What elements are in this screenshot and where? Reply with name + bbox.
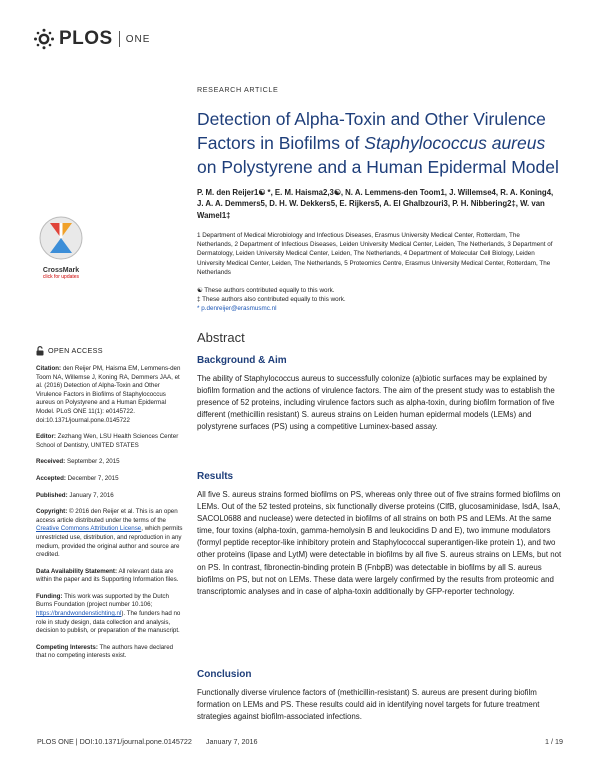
open-access-badge (36, 346, 184, 356)
page-footer (37, 737, 257, 746)
crossmark-badge[interactable] (36, 215, 86, 280)
conclusion-heading: Conclusion (197, 669, 252, 680)
results-heading: Results (197, 471, 234, 482)
article-type: RESEARCH ARTICLE (197, 85, 279, 94)
background-heading: Background & Aim (197, 355, 287, 366)
logo-brand: PLOS (59, 28, 113, 49)
affiliations: 1 Department of Medical Microbiology and Infectious Diseases, Erasmus University Medical Center, Rotterdam, The Netherlands, 2 Department of Infectious Diseases, Leiden University Medical Center, Leiden, The Netherlands, 3 Department of Dermatology, Leiden University Medical Center, Leiden, The Netherlands, 4 Department of Molecular Cell Biology, Leiden University Medical Center, Leiden, The Netherlands, 5 Proteomics Centre, Erasmus University Medical Center, Rotterdam, The Netherlands (197, 232, 553, 276)
plos-dots-icon (33, 28, 57, 50)
open-access-label: OPEN ACCESS (48, 345, 103, 355)
funding-link[interactable]: https://brandwondenstichting.nl (36, 610, 122, 618)
page-number: 1 / 19 (545, 737, 563, 746)
crossmark-label: CrossMark (42, 267, 80, 274)
journal-logo (33, 28, 150, 50)
received-date: Received: September 2, 2015 (36, 458, 120, 466)
footer-journal-doi: PLOS ONE | DOI:10.1371/journal.pone.0145722 (37, 737, 192, 746)
funding: Funding: This work was supported by the Dutch Burns Foundation (project number 10.106; https://brandwondenstichting.nl). The funders had no role in study design, data collection and analysis, decision to publish, or preparation of the manuscript. (36, 592, 181, 635)
crossmark-icon (36, 215, 86, 261)
license-link[interactable]: Creative Commons Attribution License (36, 525, 142, 533)
abstract-heading: Abstract (197, 330, 245, 345)
data-availability: Data Availability Statement: All relevant data are within the paper and its Supporting Information files. (36, 567, 179, 584)
open-lock-icon (36, 346, 44, 356)
background-text: The ability of Staphylococcus aureus to successfully colonize (a)biotic surfaces may be explained by biofilm formation and the actions of virulence factors. The aim of the present study was to establish the presence of 52 proteins, including virulence factors such as alpha-toxin, during biofilm formation of five different (methicillin resistant) S. aureus strains on Leiden human epidermal models (LEMs) and polystyrene surfaces (PS) using a competitive Luminex-based assay. (197, 374, 555, 432)
published-date: Published: January 7, 2016 (36, 491, 114, 499)
corresponding-email[interactable]: * p.denreijer@erasmusmc.nl (197, 305, 277, 313)
author-notes (197, 286, 557, 314)
logo-divider (119, 31, 120, 47)
also-equal-note: ‡ These authors also contributed equally to this work. (197, 296, 346, 304)
competing-interests: Competing Interests: The authors have declared that no competing interests exist. (36, 643, 174, 660)
author-list: P. M. den Reijer1☯ *, E. M. Haisma2,3☯, N. A. Lemmens-den Toom1, J. Willemse4, R. A. Koning4, J. A. A. Demmers5, D. H. W. Dekkers5, E. Rijkers5, A. El Ghalbzouri3, P. H. Nibbering2‡, W. van Wamel1‡ (197, 188, 554, 220)
logo-journal: ONE (125, 33, 151, 45)
article-sidebar (36, 346, 184, 669)
article-title: Detection of Alpha-Toxin and Other Virulence Factors in Biofilms of Staphylococcus aureus on Polystyrene and a Human Epidermal Model (197, 109, 559, 177)
footer-date: January 7, 2016 (205, 737, 258, 746)
citation: Citation: den Reijer PM, Haisma EM, Lemmens-den Toom NA, Willemse J, Koning RA, Demmers JAA, et al. (2016) Detection of Alpha-Toxin and Other Virulence Factors in Biofilms of Staphylococcus aureus on Polystyrene and a Human Epidermal Model. PLoS ONE 11(1): e0145722. doi:10.1371/journal.pone.0145722 (36, 365, 181, 424)
accepted-date: Accepted: December 7, 2015 (36, 474, 119, 482)
conclusion-text: Functionally diverse virulence factors of (methicillin-resistant) S. aureus are present during biofilm formation on LEMs and PS. These results could aid in identifying novel targets for future treatment strategies against biofilm-associated infections. (197, 688, 540, 722)
equal-contribution-note: ☯ These authors contributed equally to this work. (197, 287, 335, 294)
crossmark-sublabel: click for updates (42, 274, 80, 280)
copyright: Copyright: © 2016 den Reijer et al. This is an open access article distributed under the terms of the Creative Commons Attribution License, which permits unrestricted use, distribution, and reproduction in any medium, provided the original author and source are credited. (36, 508, 183, 559)
results-text: All five S. aureus strains formed biofilms on PS, whereas only three out of five strains formed biofilms on LEMs. Out of the 52 tested proteins, six functionally diverse proteins (ClfB, glucosaminidase, IsdA, IsaA, SACOL0688 and nuclease) were detected in biofilms of all strains on both PS and LEMs. At the same time, four toxins (alpha-toxin, gamma-hemolysin B and leukocidins D and E), two immune modulators (formyl peptide receptor-like inhibitory protein and Staphylococcal superantigen-like protein 1), and two other proteins (lipase and LytM) were detectable in biofilms by all five S. aureus strains on LEMs, but not on PS. In contrast, fibronectin-binding protein B (FnbpB) was detectable in biofilms by all S. aureus biofilms on PS, but not on LEMs. These data were largely confirmed by the results from proteomic and transcriptomic analyses and in case of alpha-toxin additionally by GFP-reporter technology. (197, 490, 562, 596)
editor: Editor: Zezhang Wen, LSU Health Sciences Center School of Dentistry, UNITED STATES (36, 433, 179, 449)
